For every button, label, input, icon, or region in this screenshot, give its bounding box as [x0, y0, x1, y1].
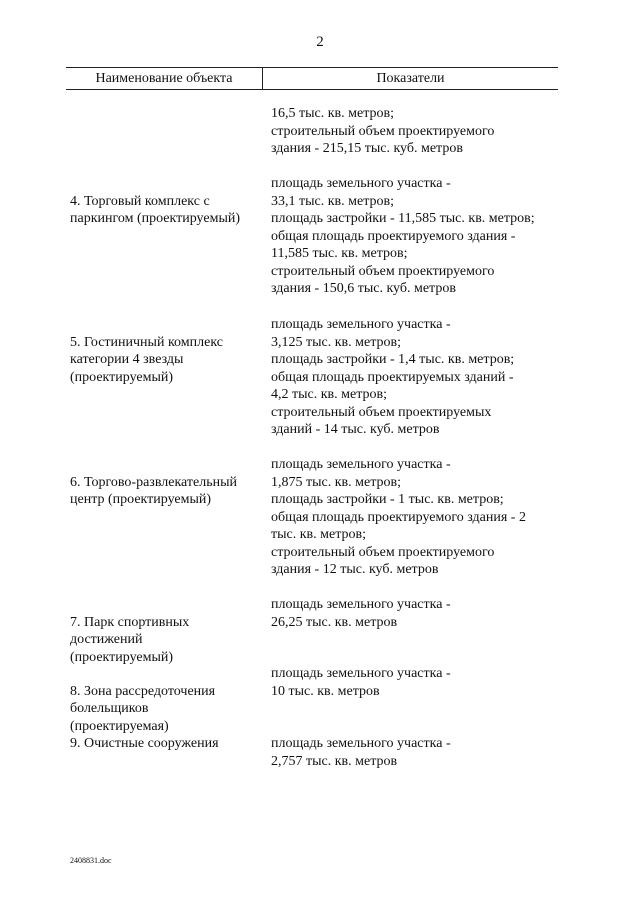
indicator-line: 33,1 тыс. кв. метров;	[271, 193, 395, 209]
object-name-line: 6. Торгово-развлекательный центр (проектируемый)	[70, 474, 237, 507]
object-indicators	[271, 175, 570, 316]
object-name: 9. Очистные сооружения	[70, 736, 219, 751]
object-name-line: 8. Зона рассредоточения болельщиков (проектируемая)	[70, 683, 216, 734]
object-indicators	[271, 456, 570, 596]
indicator-line: 4,2 тыс. кв. метров;	[271, 387, 388, 402]
page-number: 2	[316, 34, 324, 50]
table-row	[70, 735, 570, 775]
object-name-line: 7. Парк спортивных достижений (проектируемый)	[70, 614, 190, 665]
object-name	[70, 316, 271, 456]
indicator-line: площадь земельного участка -	[271, 176, 451, 191]
table-row	[70, 665, 570, 735]
indicator-line: площадь земельного участка -	[271, 597, 451, 612]
indicator-line: строительный объем проектируемых	[271, 404, 492, 420]
object-indicators	[271, 735, 570, 775]
table-row	[70, 316, 570, 456]
indicator-line: площадь земельного участка -	[271, 666, 451, 681]
object-name-line: 4. Торговый комплекс с паркингом (проектируемый)	[70, 193, 241, 226]
object-indicators	[271, 596, 570, 665]
indicator-line: площадь застройки - 1 тыс. кв. метров;	[271, 492, 504, 507]
indicator-line: площадь земельного участка -	[271, 736, 451, 751]
indicator-line: площадь застройки - 11,585 тыс. кв. метров;	[271, 211, 535, 226]
table-header	[66, 67, 558, 90]
indicator-line: 3,125 тыс. кв. метров;	[271, 334, 402, 350]
table-body	[70, 105, 570, 775]
object-indicators	[271, 105, 570, 175]
indicator-line: 10 тыс. кв. метров	[271, 683, 380, 699]
indicator-line: 26,25 тыс. кв. метров	[271, 614, 398, 630]
indicator-line: 16,5 тыс. кв. метров;	[271, 106, 395, 121]
table-row	[70, 105, 570, 175]
indicator-line: площадь земельного участка -	[271, 457, 451, 472]
indicator-line: здания - 12 тыс. куб. метров	[271, 562, 439, 577]
indicator-line: строительный объем проектируемого	[271, 123, 495, 139]
indicator-line: общая площадь проектируемых зданий -	[271, 369, 514, 385]
indicator-line: 2,757 тыс. кв. метров	[271, 753, 398, 769]
indicator-line: строительный объем проектируемого	[271, 263, 495, 279]
indicator-line: строительный объем проектируемого	[271, 544, 495, 560]
document-filename: 2408831.doc	[70, 856, 112, 865]
indicator-line: общая площадь проектируемого здания - 2	[271, 509, 526, 525]
table-row	[70, 456, 570, 596]
header-indicators: Показатели	[376, 71, 445, 86]
object-name	[70, 105, 271, 175]
object-indicators	[271, 316, 570, 456]
object-name	[70, 456, 271, 596]
object-name-line: 5. Гостиничный комплекс категории 4 звезды (проектируемый)	[70, 334, 223, 385]
object-name	[70, 596, 271, 665]
indicator-line: тыс. кв. метров;	[271, 527, 367, 542]
indicator-line: площадь земельного участка -	[271, 317, 451, 332]
indicator-line: 11,585 тыс. кв. метров;	[271, 246, 408, 261]
object-name	[70, 665, 271, 735]
indicator-line: зданий - 14 тыс. куб. метров	[271, 422, 440, 437]
indicator-line: 1,875 тыс. кв. метров;	[271, 474, 402, 490]
indicator-line: площадь застройки - 1,4 тыс. кв. метров;	[271, 352, 515, 367]
table-row	[70, 596, 570, 665]
indicator-line: здания - 215,15 тыс. куб. метров	[271, 141, 463, 156]
table-row	[70, 175, 570, 316]
object-name	[70, 175, 271, 316]
object-indicators	[271, 665, 570, 735]
indicator-line: общая площадь проектируемого здания -	[271, 228, 516, 244]
header-object-name: Наименование объекта	[66, 68, 263, 89]
indicator-line: здания - 150,6 тыс. куб. метров	[271, 281, 456, 296]
